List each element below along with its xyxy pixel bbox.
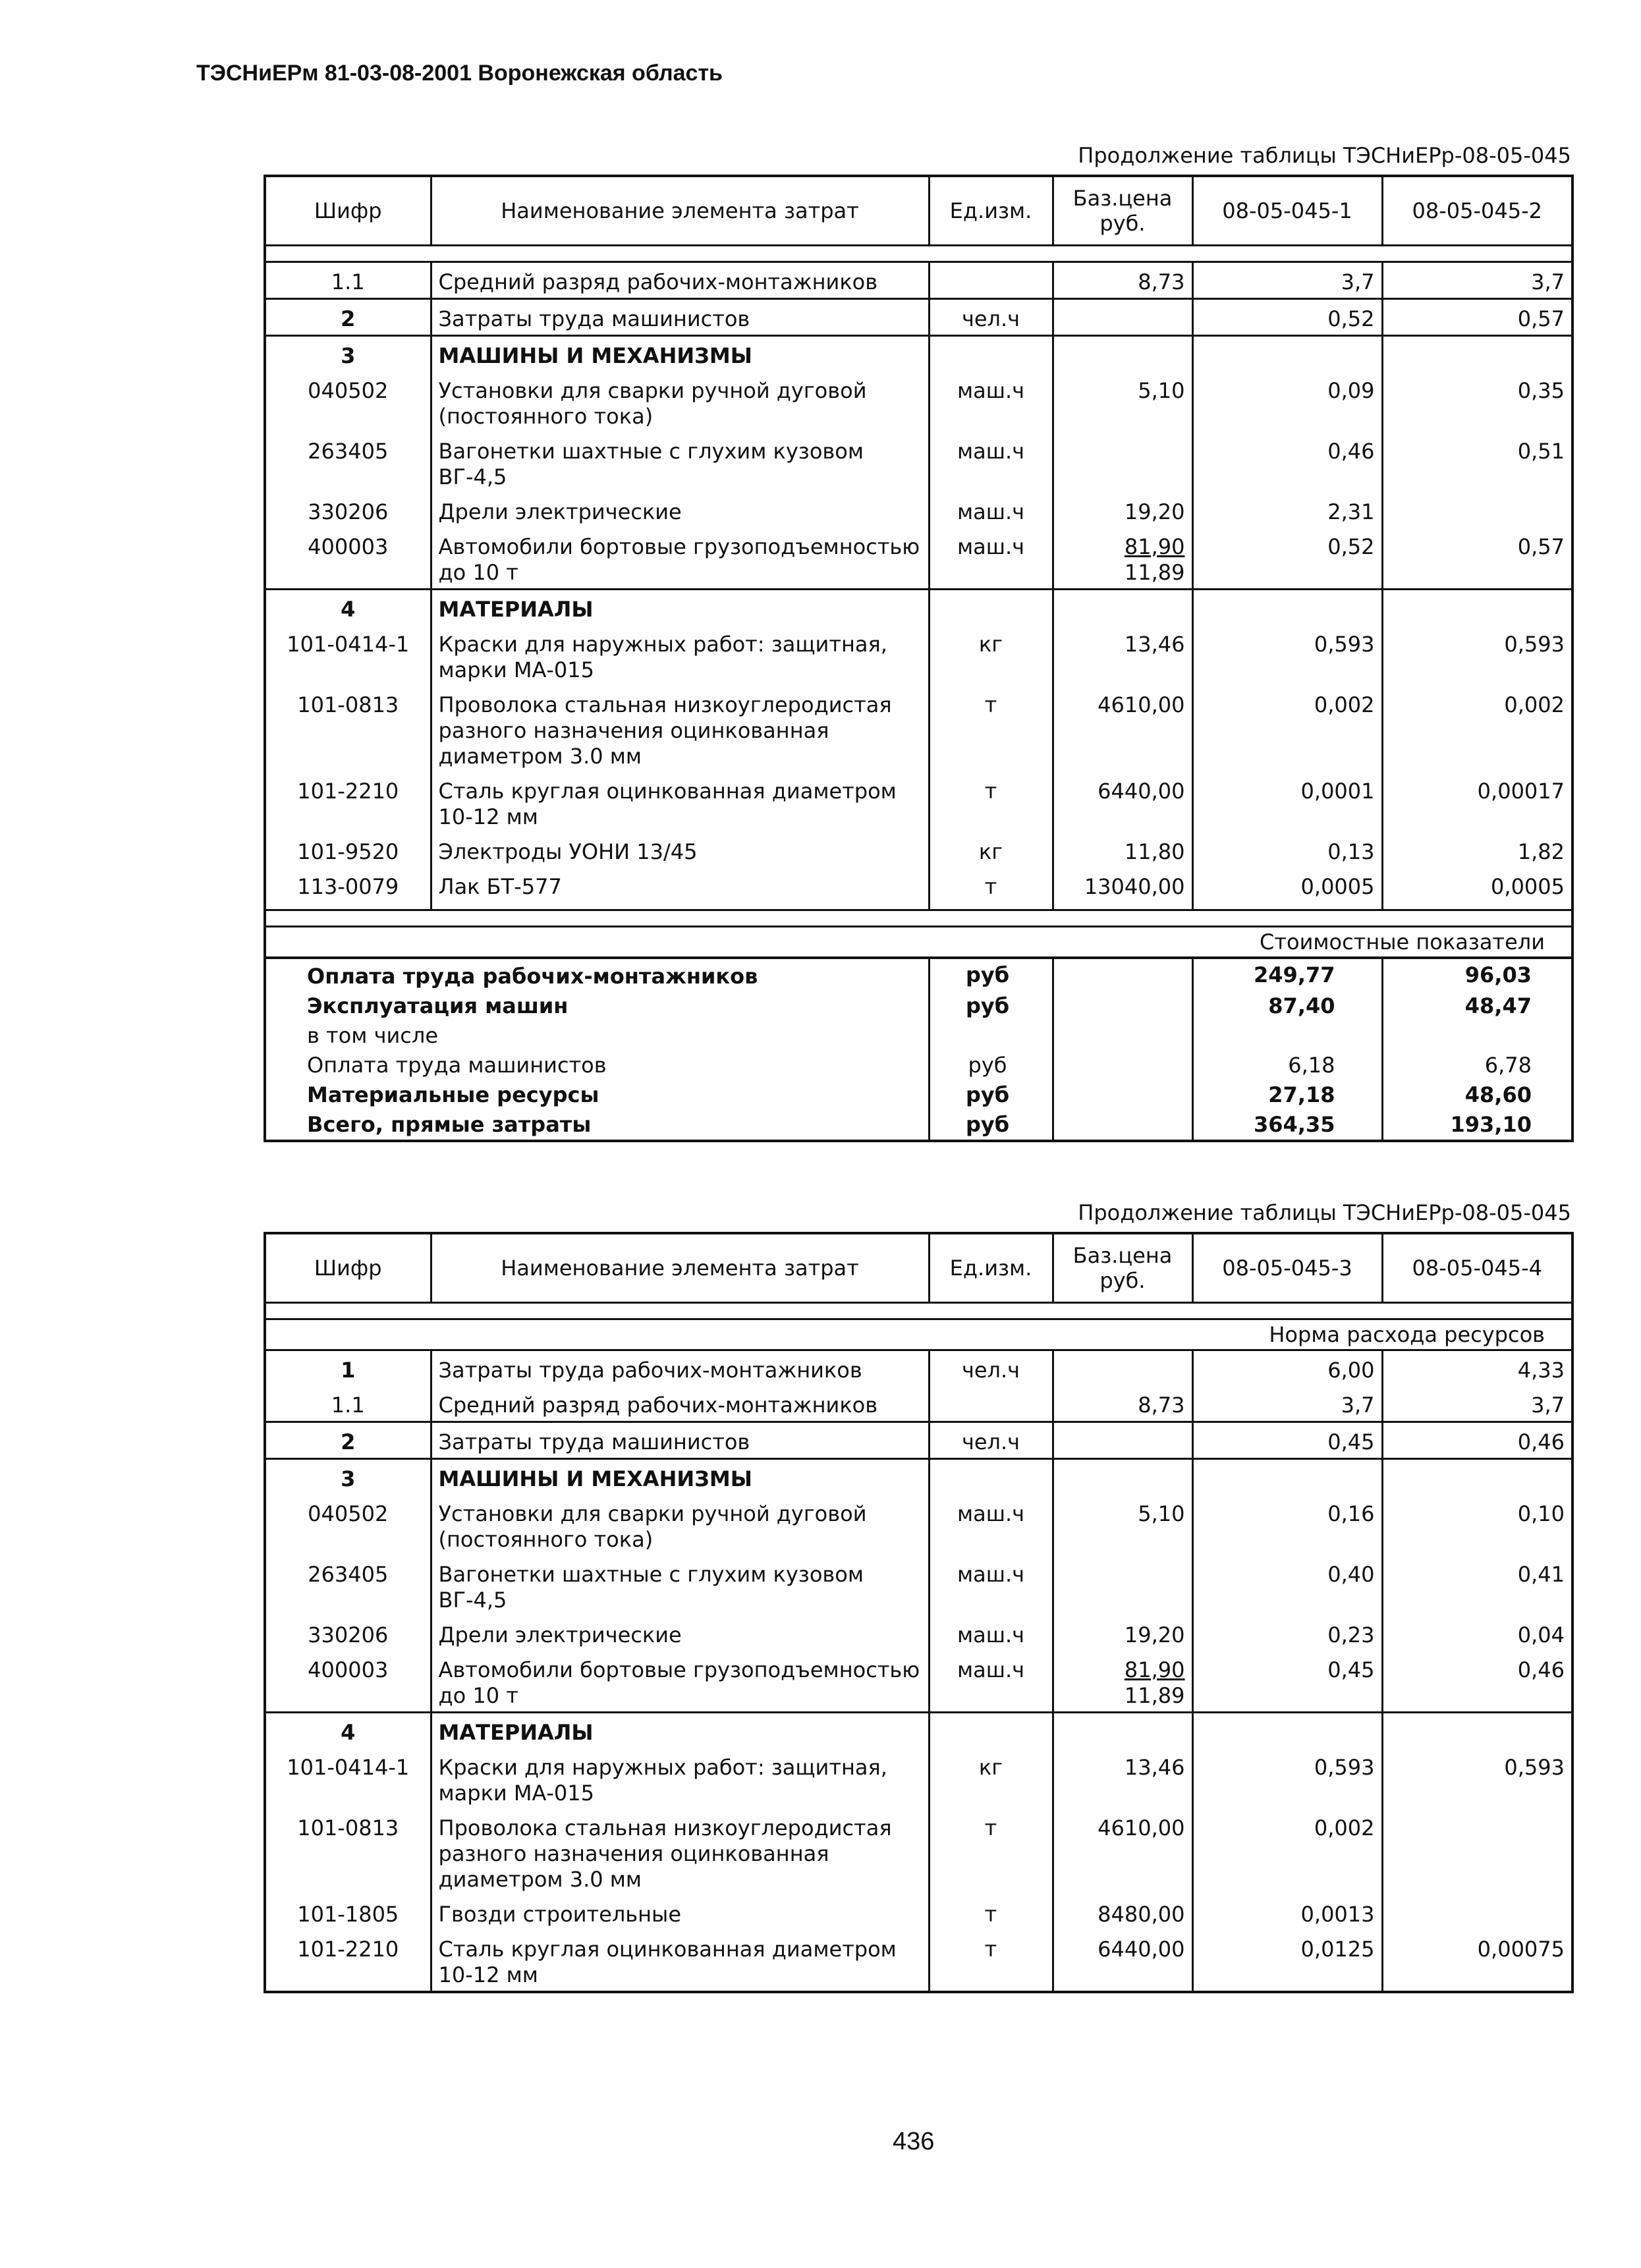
table-row <box>265 528 1572 590</box>
table-row <box>265 1748 1572 1809</box>
cell-name: Установки для сварки ручной дуговой (постоянного тока) <box>431 372 929 432</box>
cell-unit: т <box>929 868 1053 910</box>
cell-value <box>1382 493 1572 528</box>
cell-value: 3,7 <box>1192 1386 1382 1422</box>
cell-code: 040502 <box>265 1495 431 1555</box>
cell-value: 0,13 <box>1192 833 1382 868</box>
summary-unit: руб <box>929 991 1053 1021</box>
summary-unit: руб <box>929 959 1053 991</box>
cell-name: Автомобили бортовые грузоподъемностью до 10 т <box>431 528 929 590</box>
cell-value: 0,10 <box>1382 1495 1572 1555</box>
cell-code: 113-0079 <box>265 868 431 910</box>
column-header: Наименование элемента затрат <box>431 1233 929 1303</box>
table-row <box>265 432 1572 493</box>
cell-value: 0,46 <box>1382 1422 1572 1459</box>
band-label: Стоимостные показатели <box>265 927 1572 958</box>
table-row <box>265 1386 1572 1422</box>
summary-row <box>265 1080 1572 1110</box>
cell-code: 101-0813 <box>265 1809 431 1895</box>
summary-value: 6,78 <box>1382 1051 1572 1080</box>
cell-unit: маш.ч <box>929 432 1053 493</box>
cell-name: Гвозди строительные <box>431 1895 929 1930</box>
cell-unit: кг <box>929 833 1053 868</box>
cell-value: 0,35 <box>1382 372 1572 432</box>
cell-code: 1 <box>265 1350 431 1387</box>
cell-value: 0,0013 <box>1192 1895 1382 1930</box>
cell-unit: маш.ч <box>929 1616 1053 1651</box>
table-row <box>265 1651 1572 1713</box>
summary-label: Материальные ресурсы <box>307 1082 599 1107</box>
cell-value: 0,04 <box>1382 1616 1572 1651</box>
cell-price: 13,46 <box>1053 625 1192 686</box>
resource-table <box>264 1232 1574 1993</box>
cell-name: Лак БТ-577 <box>431 868 929 910</box>
table-1 <box>264 142 1571 1142</box>
cell-price <box>1053 1555 1192 1616</box>
cell-unit <box>929 262 1053 299</box>
cell-unit: кг <box>929 625 1053 686</box>
table-row <box>265 1495 1572 1555</box>
cell-unit: т <box>929 686 1053 772</box>
cell-price: 8480,00 <box>1053 1895 1192 1930</box>
table-row <box>265 1350 1572 1387</box>
cell-value: 0,593 <box>1382 1748 1572 1809</box>
cell-name: Дрели электрические <box>431 493 929 528</box>
cell-name: Вагонетки шахтные с глухим кузовом ВГ-4,5 <box>431 1555 929 1616</box>
cell-value: 4,33 <box>1382 1350 1572 1387</box>
cell-code: 400003 <box>265 528 431 590</box>
cell-price: 11,80 <box>1053 833 1192 868</box>
cell-price: 5,10 <box>1053 372 1192 432</box>
price-alt: 11,89 <box>1124 560 1185 585</box>
table-row <box>265 262 1572 299</box>
cell-unit: т <box>929 1809 1053 1895</box>
table-row <box>265 625 1572 686</box>
cell-unit: т <box>929 772 1053 833</box>
price-alt: 11,89 <box>1124 1683 1185 1708</box>
cell-value: 1,82 <box>1382 833 1572 868</box>
cell-price: 19,20 <box>1053 493 1192 528</box>
summary-row <box>265 1110 1572 1141</box>
column-header: 08-05-045-2 <box>1382 176 1572 246</box>
cell-code: 101-2210 <box>265 772 431 833</box>
cell-unit: кг <box>929 1748 1053 1809</box>
section-title: МАШИНЫ И МЕХАНИЗМЫ <box>431 336 929 372</box>
cell-code: 1.1 <box>265 262 431 299</box>
cell-unit: маш.ч <box>929 1495 1053 1555</box>
cell-value: 0,00017 <box>1382 772 1572 833</box>
cell-unit: т <box>929 1930 1053 1992</box>
section-row <box>265 1459 1572 1495</box>
table-row <box>265 372 1572 432</box>
section-row <box>265 1713 1572 1749</box>
cell-unit: чел.ч <box>929 299 1053 336</box>
cell-name: Дрели электрические <box>431 1616 929 1651</box>
summary-unit: руб <box>929 1080 1053 1110</box>
cell-value: 0,0001 <box>1192 772 1382 833</box>
cell-name: Затраты труда машинистов <box>431 299 929 336</box>
summary-label: Оплата труда рабочих-монтажников <box>307 964 758 989</box>
column-header: Шифр <box>265 176 431 246</box>
cost-summary <box>264 959 1574 1142</box>
table-caption: Продолжение таблицы ТЭСНиЕРр-08-05-045 <box>1078 1200 1571 1225</box>
cell-value: 0,40 <box>1192 1555 1382 1616</box>
cell-value: 0,00075 <box>1382 1930 1572 1992</box>
cell-code: 101-2210 <box>265 1930 431 1992</box>
cell-value: 3,7 <box>1382 1386 1572 1422</box>
cell-code: 1.1 <box>265 1386 431 1422</box>
table-header-row <box>265 1233 1572 1303</box>
cell-value: 6,00 <box>1192 1350 1382 1387</box>
summary-value: 96,03 <box>1382 959 1572 991</box>
section-title: МАШИНЫ И МЕХАНИЗМЫ <box>431 1459 929 1495</box>
price-crossed: 81,90 <box>1124 1657 1185 1682</box>
column-header: Баз.цена руб. <box>1053 1233 1192 1303</box>
cell-name: Краски для наружных работ: защитная, марки МА-015 <box>431 625 929 686</box>
cell-name: Краски для наружных работ: защитная, марки МА-015 <box>431 1748 929 1809</box>
cell-unit: маш.ч <box>929 493 1053 528</box>
summary-label: Эксплуатация машин <box>307 993 569 1018</box>
cell-unit: маш.ч <box>929 372 1053 432</box>
summary-value: 27,18 <box>1192 1080 1382 1110</box>
summary-row <box>265 991 1572 1021</box>
cell-code: 330206 <box>265 1616 431 1651</box>
column-header: Ед.изм. <box>929 1233 1053 1303</box>
cell-value: 0,45 <box>1192 1422 1382 1459</box>
cell-value: 0,45 <box>1192 1651 1382 1713</box>
resource-table <box>264 175 1574 959</box>
cell-price <box>1053 299 1192 336</box>
cell-unit: т <box>929 1895 1053 1930</box>
cell-value <box>1382 1809 1572 1895</box>
summary-unit: руб <box>929 1110 1053 1141</box>
band-row <box>265 927 1572 958</box>
cell-price: 13040,00 <box>1053 868 1192 910</box>
section-title: МАТЕРИАЛЫ <box>431 1713 929 1749</box>
cell-price: 6440,00 <box>1053 772 1192 833</box>
cell-unit: чел.ч <box>929 1350 1053 1387</box>
band-label: Норма расхода ресурсов <box>265 1319 1572 1350</box>
cell-code: 101-0414-1 <box>265 1748 431 1809</box>
cell-code: 101-1805 <box>265 1895 431 1930</box>
column-header: Шифр <box>265 1233 431 1303</box>
table-row <box>265 833 1572 868</box>
cell-name: Вагонетки шахтные с глухим кузовом ВГ-4,5 <box>431 432 929 493</box>
cell-price: 4610,00 <box>1053 686 1192 772</box>
column-header: Ед.изм. <box>929 176 1053 246</box>
table-row <box>265 1895 1572 1930</box>
cell-value: 0,002 <box>1382 686 1572 772</box>
cell-value: 0,16 <box>1192 1495 1382 1555</box>
table-row <box>265 1555 1572 1616</box>
cell-value: 0,593 <box>1192 1748 1382 1809</box>
column-header: Баз.цена руб. <box>1053 176 1192 246</box>
summary-row <box>265 1021 1572 1051</box>
summary-value: 193,10 <box>1382 1110 1572 1141</box>
cell-code: 263405 <box>265 1555 431 1616</box>
cell-price: 8,73 <box>1053 262 1192 299</box>
cell-code: 101-0813 <box>265 686 431 772</box>
cell-price: 13,46 <box>1053 1748 1192 1809</box>
document-header: ТЭСНиЕРм 81-03-08-2001 Воронежская область <box>196 61 723 86</box>
section-row <box>265 590 1572 626</box>
table-row <box>265 1809 1572 1895</box>
cell-code: 101-9520 <box>265 833 431 868</box>
cell-name: Затраты труда рабочих-монтажников <box>431 1350 929 1387</box>
cell-value: 0,52 <box>1192 528 1382 590</box>
table-row <box>265 493 1572 528</box>
table-caption: Продолжение таблицы ТЭСНиЕРр-08-05-045 <box>1078 143 1571 168</box>
cell-price <box>1053 432 1192 493</box>
summary-value: 48,60 <box>1382 1080 1572 1110</box>
cell-name: Установки для сварки ручной дуговой (постоянного тока) <box>431 1495 929 1555</box>
cell-name: Автомобили бортовые грузоподъемностью до 10 т <box>431 1651 929 1713</box>
summary-value: 364,35 <box>1192 1110 1382 1141</box>
cell-price <box>1053 528 1192 590</box>
cell-value: 0,002 <box>1192 1809 1382 1895</box>
cell-name: Проволока стальная низкоуглеродистая разного назначения оцинкованная диаметром 3.0 мм <box>431 1809 929 1895</box>
cell-name: Сталь круглая оцинкованная диаметром 10-12 мм <box>431 772 929 833</box>
column-header: Наименование элемента затрат <box>431 176 929 246</box>
summary-row <box>265 959 1572 991</box>
cell-value: 2,31 <box>1192 493 1382 528</box>
cell-name: Затраты труда машинистов <box>431 1422 929 1459</box>
table-row <box>265 772 1572 833</box>
summary-label: Оплата труда машинистов <box>307 1053 607 1078</box>
table-row <box>265 686 1572 772</box>
table-row <box>265 1422 1572 1459</box>
cell-value: 0,41 <box>1382 1555 1572 1616</box>
band-row <box>265 1319 1572 1350</box>
cell-code: 330206 <box>265 493 431 528</box>
cell-value: 0,46 <box>1192 432 1382 493</box>
section-number: 4 <box>265 590 431 626</box>
summary-label: в том числе <box>307 1023 438 1048</box>
column-header: 08-05-045-3 <box>1192 1233 1382 1303</box>
section-number: 3 <box>265 336 431 372</box>
cell-unit <box>929 1386 1053 1422</box>
summary-value: 249,77 <box>1192 959 1382 991</box>
cell-price: 5,10 <box>1053 1495 1192 1555</box>
summary-value: 87,40 <box>1192 991 1382 1021</box>
table-row <box>265 868 1572 910</box>
cell-name: Электроды УОНИ 13/45 <box>431 833 929 868</box>
cell-value: 0,0005 <box>1382 868 1572 910</box>
cell-name: Сталь круглая оцинкованная диаметром 10-12 мм <box>431 1930 929 1992</box>
cell-value: 0,57 <box>1382 299 1572 336</box>
cell-name: Средний разряд рабочих-монтажников <box>431 262 929 299</box>
section-number: 3 <box>265 1459 431 1495</box>
cell-code: 040502 <box>265 372 431 432</box>
cell-value: 3,7 <box>1382 262 1572 299</box>
section-number: 4 <box>265 1713 431 1749</box>
price-crossed: 81,90 <box>1124 534 1185 559</box>
cell-price <box>1053 1422 1192 1459</box>
section-row <box>265 336 1572 372</box>
cell-price: 6440,00 <box>1053 1930 1192 1992</box>
cell-code: 400003 <box>265 1651 431 1713</box>
cell-unit: маш.ч <box>929 1555 1053 1616</box>
cell-unit: маш.ч <box>929 528 1053 590</box>
cell-value: 0,51 <box>1382 432 1572 493</box>
cell-value: 0,0005 <box>1192 868 1382 910</box>
section-title: МАТЕРИАЛЫ <box>431 590 929 626</box>
cell-value: 0,23 <box>1192 1616 1382 1651</box>
cell-price: 8,73 <box>1053 1386 1192 1422</box>
summary-row <box>265 1051 1572 1080</box>
summary-value: 48,47 <box>1382 991 1572 1021</box>
cell-price <box>1053 1651 1192 1713</box>
cell-value: 0,46 <box>1382 1651 1572 1713</box>
column-header: 08-05-045-1 <box>1192 176 1382 246</box>
table-2 <box>264 1199 1571 1993</box>
cell-code: 101-0414-1 <box>265 625 431 686</box>
cell-value: 0,57 <box>1382 528 1572 590</box>
cell-name: Средний разряд рабочих-монтажников <box>431 1386 929 1422</box>
cell-code: 263405 <box>265 432 431 493</box>
cell-code: 2 <box>265 1422 431 1459</box>
cell-value: 3,7 <box>1192 262 1382 299</box>
cell-value: 0,593 <box>1192 625 1382 686</box>
cell-value: 0,593 <box>1382 625 1572 686</box>
cell-value: 0,52 <box>1192 299 1382 336</box>
cell-price: 19,20 <box>1053 1616 1192 1651</box>
cell-value: 0,09 <box>1192 372 1382 432</box>
cell-unit: чел.ч <box>929 1422 1053 1459</box>
cell-value <box>1382 1895 1572 1930</box>
cell-value: 0,002 <box>1192 686 1382 772</box>
table-row <box>265 1616 1572 1651</box>
cell-value: 0,0125 <box>1192 1930 1382 1992</box>
page-number: 436 <box>893 2128 935 2155</box>
table-row <box>265 299 1572 336</box>
cell-code: 2 <box>265 299 431 336</box>
cell-price: 4610,00 <box>1053 1809 1192 1895</box>
cell-price <box>1053 1350 1192 1387</box>
cell-unit: маш.ч <box>929 1651 1053 1713</box>
summary-value: 6,18 <box>1192 1051 1382 1080</box>
column-header: 08-05-045-4 <box>1382 1233 1572 1303</box>
summary-unit: руб <box>929 1051 1053 1080</box>
cell-name: Проволока стальная низкоуглеродистая разного назначения оцинкованная диаметром 3.0 мм <box>431 686 929 772</box>
table-header-row <box>265 176 1572 246</box>
summary-label: Всего, прямые затраты <box>307 1112 592 1137</box>
table-row <box>265 1930 1572 1992</box>
